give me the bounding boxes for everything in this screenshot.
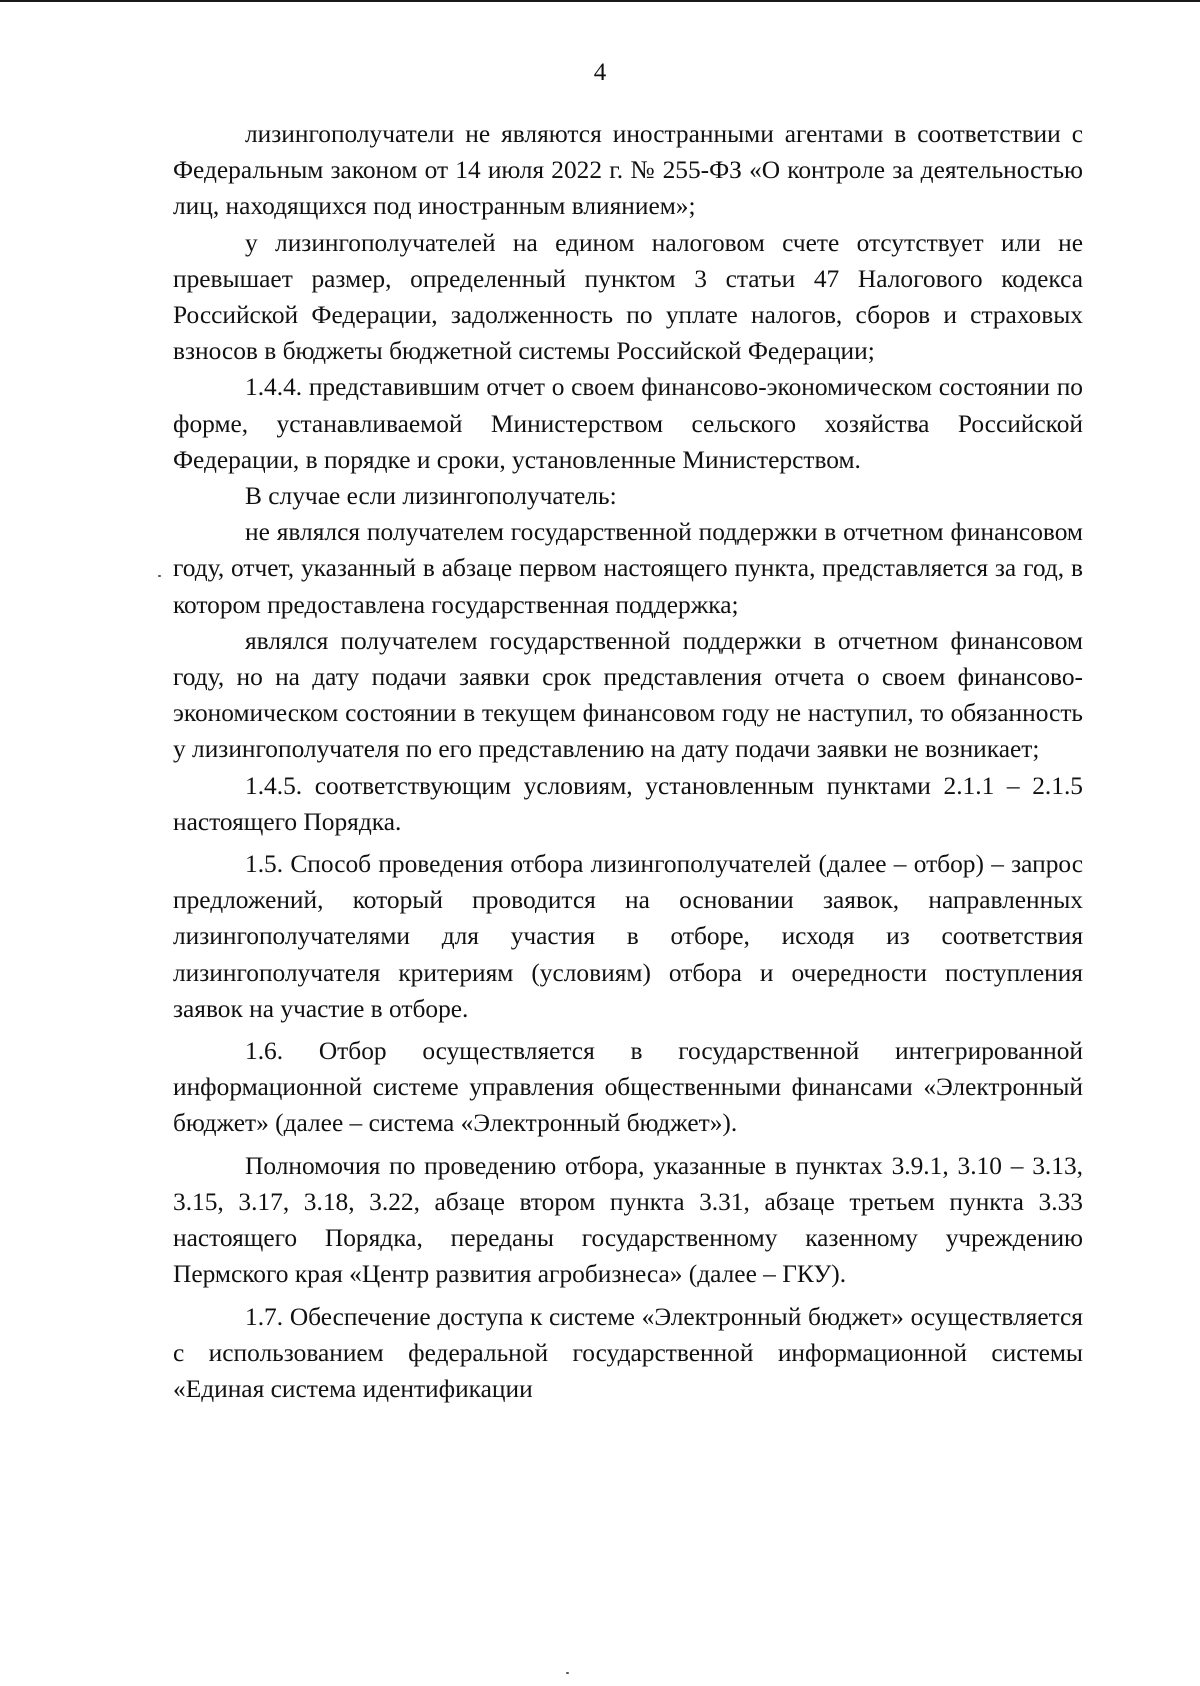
paragraph-lessee-case: В случае если лизингополучатель: bbox=[245, 482, 617, 511]
paragraph-1-4-4: 1.4.4. представившим отчет о своем финансово-экономическом состоянии по форме, устанавливаемой Министерством сельского хозяйства Российской Федерации, в порядке и сроки, установленные Министерством. bbox=[173, 373, 1083, 474]
scan-top-edge bbox=[0, 0, 1200, 2]
document-body bbox=[173, 116, 1083, 1407]
paragraph-powers: Полномочия по проведению отбора, указанные в пунктах 3.9.1, 3.10 – 3.13, 3.15, 3.17, 3.18, 3.22, абзаце втором пункта 3.31, абзаце третьем пункта 3.33 настоящего Порядка, переданы государственному казенному учреждению Пермского края «Центр развития агробизнеса» (далее – ГКУ). bbox=[173, 1151, 1083, 1289]
paragraph-1-5: 1.5. Способ проведения отбора лизингополучателей (далее – отбор) – запрос предложений, который проводится на основании заявок, направленных лизингополучателями для участия в отборе, исходя из соответствия лизингополучателя критериям (условиям) отбора и очередности поступления заявок на участие в отборе. bbox=[173, 850, 1083, 1023]
paragraph-not-recipient: не являлся получателем государственной поддержки в отчетном финансовом году, отчет, указанный в абзаце первом настоящего пункта, представляется за год, в котором предоставлена государственная поддержка; bbox=[173, 518, 1083, 619]
paragraph-1-7: 1.7. Обеспечение доступа к системе «Электронный бюджет» осуществляется с использованием федеральной государственной информационной системы «Единая система идентификации bbox=[173, 1302, 1083, 1403]
page-number: 4 bbox=[593, 59, 607, 86]
paragraph-1-4-5: 1.4.5. соответствующим условиям, установленным пунктами 2.1.1 – 2.1.5 настоящего Порядка. bbox=[173, 771, 1083, 836]
paragraph-foreign-agents: лизингополучатели не являются иностранными агентами в соответствии с Федеральным законом от 14 июля 2022 г. № 255-ФЗ «О контроле за деятельностью лиц, находящихся под иностранным влиянием»; bbox=[173, 120, 1083, 221]
paragraph-1-6: 1.6. Отбор осуществляется в государственной интегрированной информационной системе управления общественными финансами «Электронный бюджет» (далее – система «Электронный бюджет»). bbox=[173, 1037, 1083, 1138]
scan-speck bbox=[158, 575, 161, 577]
paragraph-was-recipient: являлся получателем государственной поддержки в отчетном финансовом году, но на дату подачи заявки срок представления отчета о своем финансово-экономическом состоянии в текущем финансовом году не наступил, то обязанность у лизингополучателя по его представлению на дату подачи заявки не возникает; bbox=[173, 626, 1083, 764]
paragraph-tax-debt: у лизингополучателей на едином налоговом счете отсутствует или не превышает размер, определенный пунктом 3 статьи 47 Налогового кодекса Российской Федерации, задолженность по уплате налогов, сборов и страховых взносов в бюджеты бюджетной системы Российской Федерации; bbox=[173, 228, 1083, 366]
scan-speck bbox=[566, 1672, 569, 1674]
